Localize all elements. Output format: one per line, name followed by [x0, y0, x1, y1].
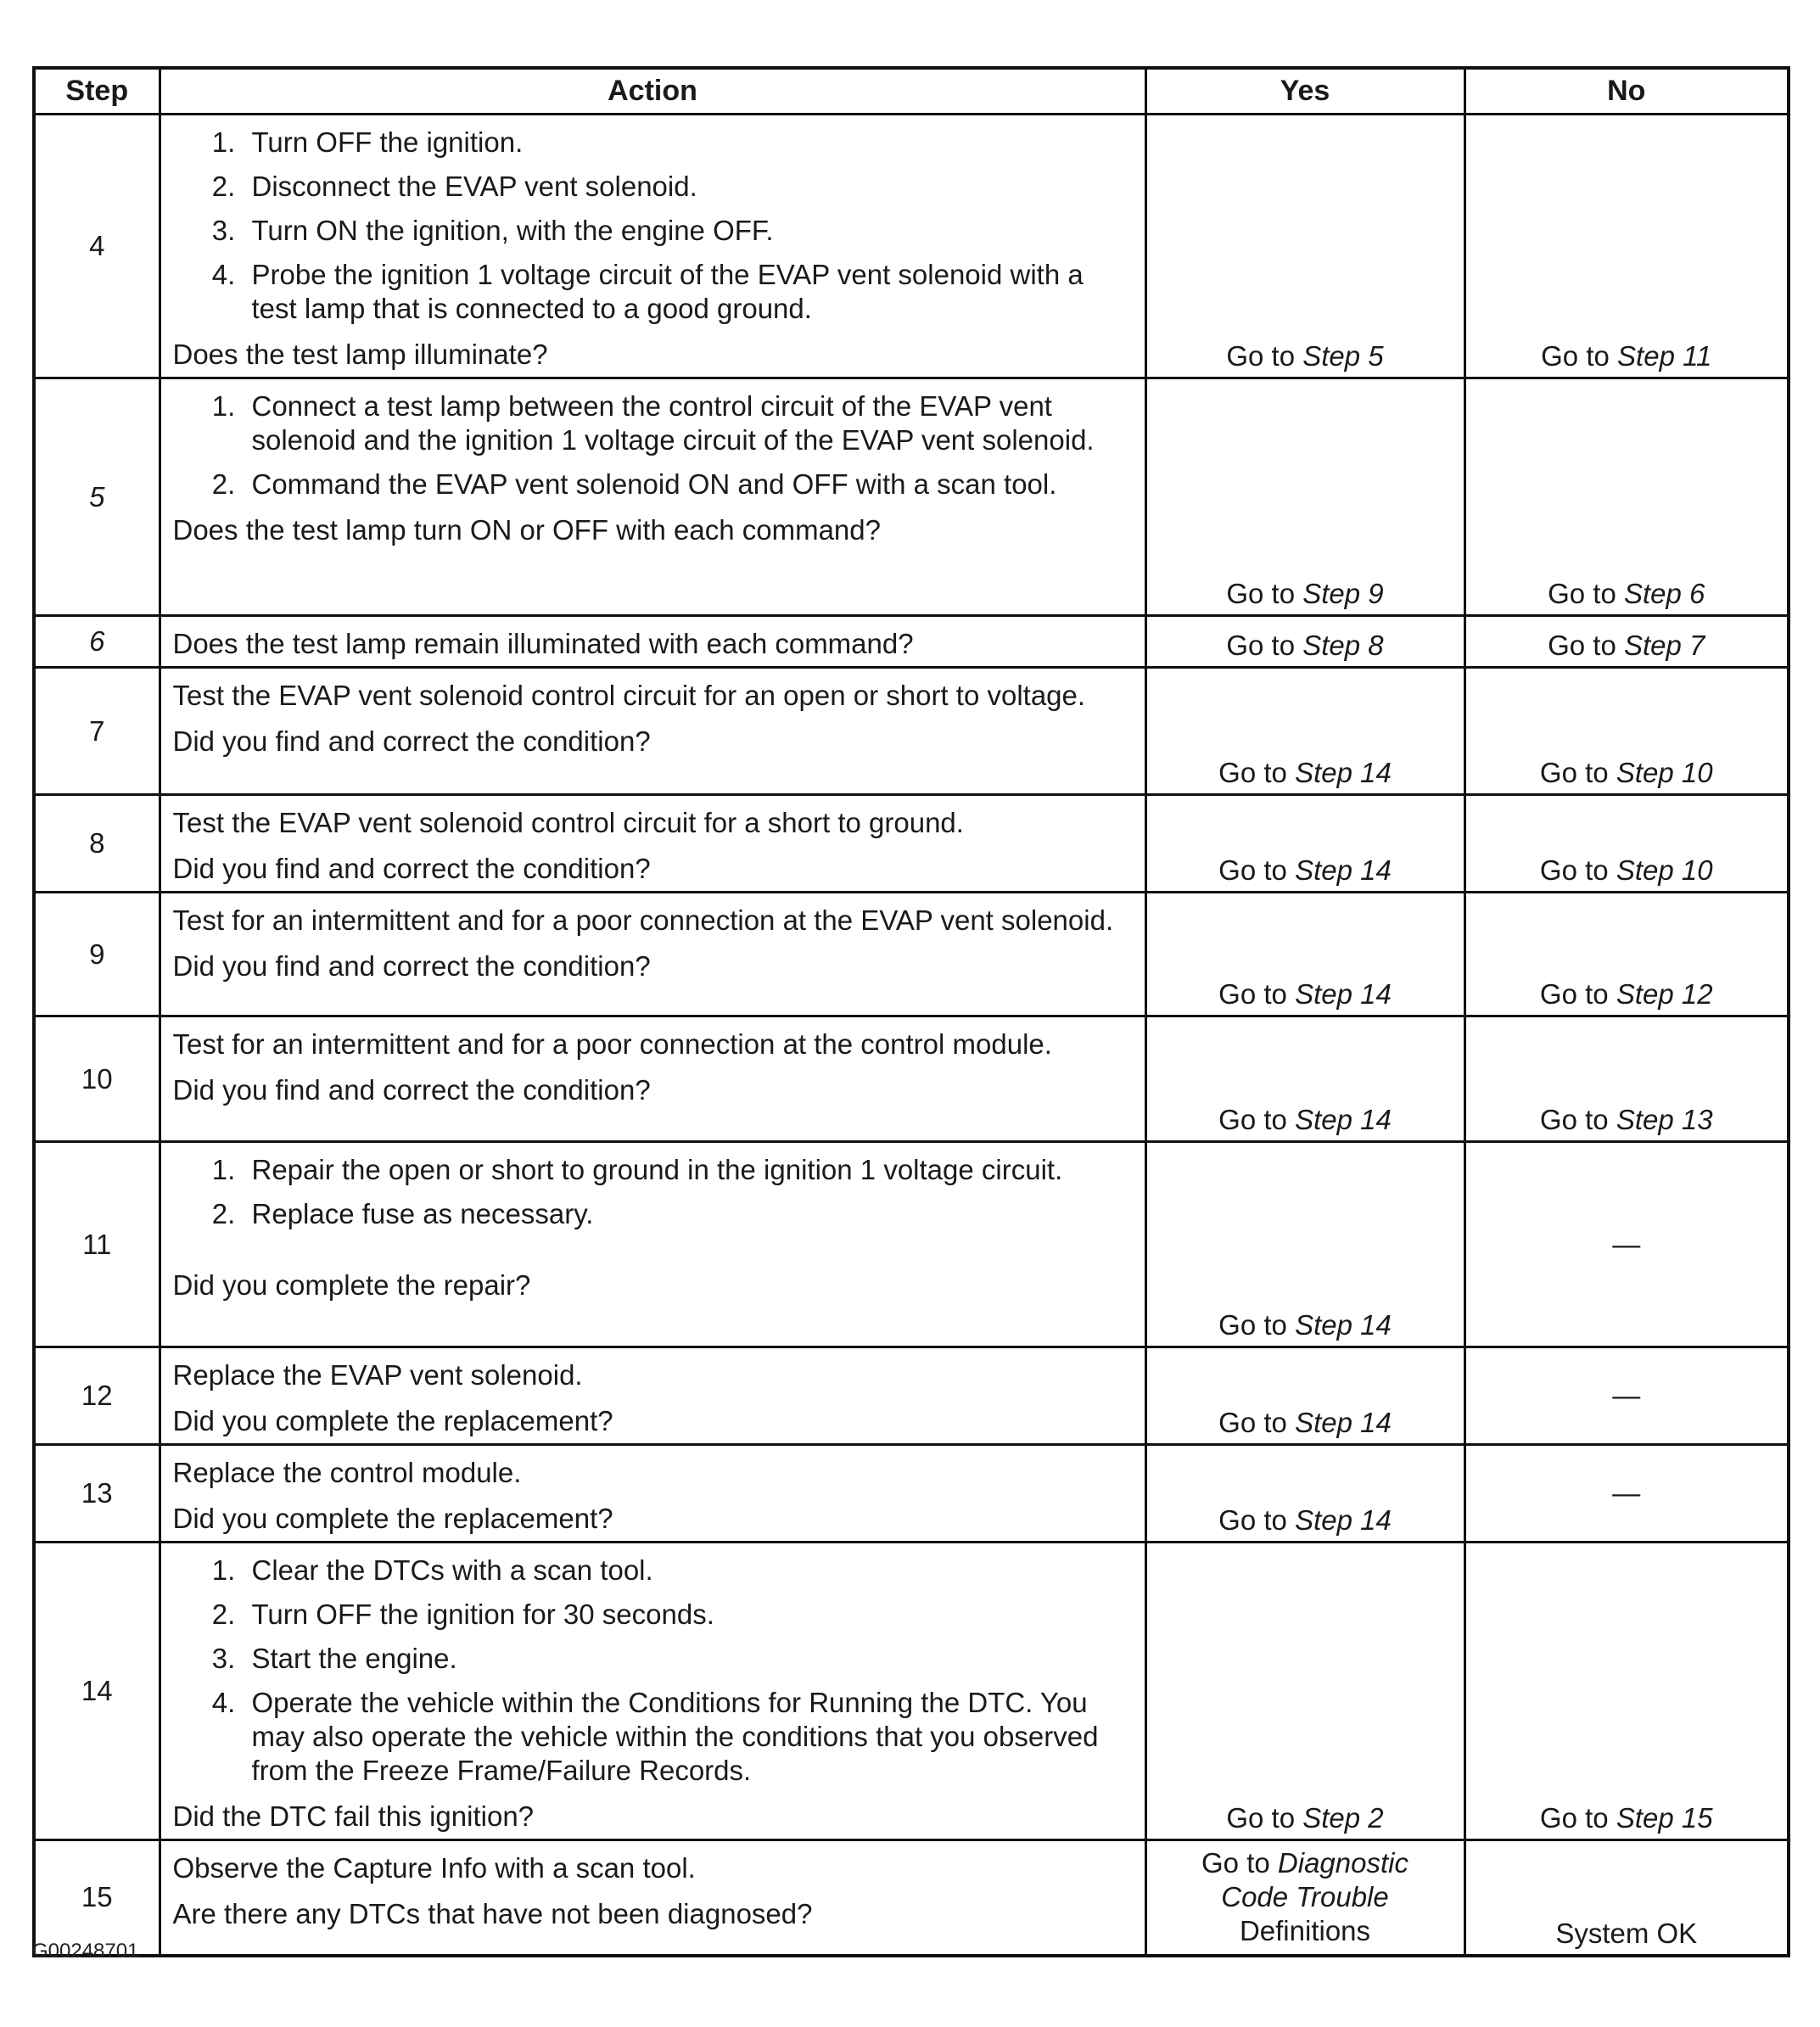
no-cell	[1464, 1347, 1789, 1445]
no-prefix: Go to	[1548, 630, 1624, 661]
yes-target: Step 14	[1295, 757, 1392, 788]
yes-prefix: Go to	[1226, 630, 1303, 661]
figure-code: G00248701	[32, 1940, 139, 1963]
action-step: 4. Operate the vehicle within the Conditions for Running the DTC. You may also operate the vehicle within the conditions that you observed from the Freeze Frame/Failure Records.	[244, 1686, 1136, 1788]
no-cell	[1464, 378, 1789, 616]
yes-target-end: Definitions	[1239, 1915, 1371, 1946]
action-question: Did you find and correct the condition?	[172, 853, 651, 884]
no-prefix: Go to	[1539, 978, 1616, 1010]
table-header-row	[34, 68, 1789, 115]
header-no: No	[1464, 68, 1789, 115]
step-number-text: 12	[81, 1380, 113, 1411]
step-number-text: 4	[89, 230, 105, 261]
yes-cell	[1145, 115, 1464, 378]
yes-prefix: Go to	[1226, 1802, 1303, 1834]
action-cell	[160, 115, 1145, 378]
step-number-text: 5	[89, 480, 105, 512]
action-cell	[160, 668, 1145, 795]
no-result: System OK	[1555, 1917, 1698, 1949]
action-steps-list	[173, 1153, 1136, 1231]
no-cell	[1464, 1142, 1789, 1347]
action-step: 1. Turn OFF the ignition.	[244, 126, 1136, 160]
yes-prefix: Go to	[1218, 978, 1296, 1010]
yes-prefix: Go to	[1218, 1104, 1296, 1135]
yes-line	[1152, 1846, 1459, 1880]
step-number-text: 14	[81, 1675, 113, 1706]
yes-cell	[1145, 1016, 1464, 1142]
step-number	[34, 795, 160, 893]
action-cell	[160, 1840, 1145, 1956]
step-number-text: 10	[81, 1062, 113, 1095]
yes-target: Step 14	[1295, 1407, 1392, 1438]
action-step: 1. Clear the DTCs with a scan tool.	[244, 1554, 1136, 1587]
step-number-text: 9	[89, 938, 105, 970]
yes-cell	[1145, 1543, 1464, 1840]
action-step: 2. Turn OFF the ignition for 30 seconds.	[244, 1598, 1136, 1632]
no-prefix: Go to	[1541, 340, 1618, 372]
no-target: Step 12	[1616, 978, 1713, 1010]
step-number	[34, 378, 160, 616]
table-row	[34, 1347, 1789, 1445]
yes-target: Step 9	[1302, 578, 1384, 609]
action-text: Replace the control module.	[172, 1457, 522, 1488]
no-target: Step 15	[1616, 1802, 1713, 1834]
no-target: Step 10	[1616, 854, 1713, 886]
table-row	[34, 1016, 1789, 1142]
header-yes: Yes	[1145, 68, 1464, 115]
no-cell	[1464, 1445, 1789, 1543]
action-text: Test the EVAP vent solenoid control circuit for a short to ground.	[172, 807, 964, 838]
header-step: Step	[34, 68, 160, 115]
table-row	[34, 1445, 1789, 1543]
yes-cell	[1145, 378, 1464, 616]
action-question: Did you find and correct the condition?	[172, 950, 651, 982]
action-cell	[160, 1543, 1145, 1840]
yes-target: Step 8	[1302, 630, 1384, 661]
yes-target: Step 14	[1295, 1504, 1392, 1536]
action-question: Did you complete the replacement?	[172, 1405, 613, 1436]
yes-cell	[1145, 1347, 1464, 1445]
step-number	[34, 1347, 160, 1445]
yes-prefix: Go to	[1218, 1504, 1296, 1536]
yes-target: Step 14	[1295, 978, 1392, 1010]
yes-cell	[1145, 1445, 1464, 1543]
action-step: 4. Probe the ignition 1 voltage circuit of the EVAP vent solenoid with a test lamp that is connected to a good ground.	[244, 258, 1136, 326]
step-number	[34, 668, 160, 795]
no-prefix: Go to	[1539, 1104, 1616, 1135]
action-text: Replace the EVAP vent solenoid.	[172, 1359, 583, 1391]
action-step: 1. Connect a test lamp between the control circuit of the EVAP vent solenoid and the ignition 1 voltage circuit of the EVAP vent solenoid.	[244, 389, 1136, 457]
action-cell	[160, 1142, 1145, 1347]
action-question: Did you complete the replacement?	[172, 1503, 613, 1534]
table-row	[34, 1543, 1789, 1840]
action-text: Observe the Capture Info with a scan tool.	[172, 1852, 696, 1884]
yes-target-cont: Code Trouble	[1221, 1881, 1389, 1912]
table-row	[34, 1142, 1789, 1347]
step-number	[34, 616, 160, 668]
no-cell	[1464, 115, 1789, 378]
action-cell	[160, 1016, 1145, 1142]
step-number	[34, 1543, 160, 1840]
action-question: Does the test lamp illuminate?	[172, 339, 548, 370]
yes-target: Step 14	[1295, 854, 1392, 886]
step-number-text: 11	[82, 1228, 112, 1260]
no-target: Step 10	[1616, 757, 1713, 788]
yes-prefix: Go to	[1218, 854, 1296, 886]
step-number	[34, 115, 160, 378]
table-row	[34, 893, 1789, 1016]
no-target: Step 6	[1623, 578, 1705, 609]
yes-cell	[1145, 616, 1464, 668]
no-cell	[1464, 668, 1789, 795]
step-number-text: 7	[89, 714, 105, 747]
table-row	[34, 378, 1789, 616]
no-cell	[1464, 1543, 1789, 1840]
action-cell	[160, 1347, 1145, 1445]
action-step: 1. Repair the open or short to ground in the ignition 1 voltage circuit.	[244, 1153, 1136, 1187]
yes-cell	[1145, 795, 1464, 893]
action-cell	[160, 893, 1145, 1016]
yes-prefix: Go to	[1218, 757, 1296, 788]
yes-target: Diagnostic	[1277, 1847, 1408, 1879]
yes-prefix: Go to	[1218, 1407, 1296, 1438]
step-number-text: 13	[81, 1477, 113, 1509]
no-cell	[1464, 616, 1789, 668]
action-cell	[160, 616, 1145, 668]
no-prefix: Go to	[1548, 578, 1624, 609]
action-steps-list	[173, 1554, 1136, 1788]
step-number	[34, 1445, 160, 1543]
action-question: Does the test lamp turn ON or OFF with each command?	[172, 514, 881, 546]
action-steps-list	[173, 389, 1136, 501]
yes-target: Step 5	[1302, 340, 1384, 372]
step-number	[34, 893, 160, 1016]
no-prefix: Go to	[1539, 757, 1616, 788]
no-prefix: Go to	[1539, 854, 1616, 886]
action-question: Did you find and correct the condition?	[172, 1074, 651, 1106]
action-step: 2. Replace fuse as necessary.	[244, 1197, 1136, 1231]
diagnostic-table	[32, 66, 1790, 1957]
step-number-text: 15	[81, 1881, 113, 1913]
action-step: 2. Command the EVAP vent solenoid ON and OFF with a scan tool.	[244, 468, 1136, 501]
no-dash: —	[1612, 1228, 1641, 1260]
action-text: Test for an intermittent and for a poor connection at the EVAP vent solenoid.	[172, 904, 1114, 936]
yes-cell	[1145, 668, 1464, 795]
step-number	[34, 1840, 160, 1956]
action-cell	[160, 1445, 1145, 1543]
yes-target: Step 14	[1295, 1104, 1392, 1135]
action-step: 2. Disconnect the EVAP vent solenoid.	[244, 170, 1136, 204]
action-text: Test the EVAP vent solenoid control circuit for an open or short to voltage.	[172, 680, 1086, 711]
yes-cell	[1145, 1840, 1464, 1956]
no-prefix: Go to	[1539, 1802, 1616, 1834]
no-dash: —	[1612, 1380, 1641, 1411]
yes-prefix: Go to	[1226, 340, 1303, 372]
table-row	[34, 115, 1789, 378]
yes-cell	[1145, 893, 1464, 1016]
yes-prefix: Go to	[1226, 578, 1303, 609]
step-number	[34, 1016, 160, 1142]
no-cell	[1464, 1840, 1789, 1956]
action-question: Did you complete the repair?	[172, 1269, 531, 1301]
no-cell	[1464, 1016, 1789, 1142]
yes-prefix: Go to	[1218, 1309, 1296, 1341]
action-question: Does the test lamp remain illuminated with each command?	[172, 628, 914, 659]
no-cell	[1464, 893, 1789, 1016]
no-cell	[1464, 795, 1789, 893]
table-row	[34, 668, 1789, 795]
no-target: Step 7	[1623, 630, 1705, 661]
action-step: 3. Start the engine.	[244, 1642, 1136, 1676]
step-number-text: 8	[89, 827, 105, 859]
no-target: Step 13	[1616, 1104, 1713, 1135]
no-dash: —	[1612, 1477, 1641, 1509]
step-number-text: 6	[89, 625, 105, 657]
action-cell	[160, 378, 1145, 616]
action-step: 3. Turn ON the ignition, with the engine OFF.	[244, 214, 1136, 248]
header-action: Action	[160, 68, 1145, 115]
action-text: Test for an intermittent and for a poor connection at the control module.	[172, 1028, 1052, 1060]
yes-cell	[1145, 1142, 1464, 1347]
yes-target: Step 2	[1302, 1802, 1384, 1834]
table-row	[34, 1840, 1789, 1956]
table-row	[34, 616, 1789, 668]
no-target: Step 11	[1617, 340, 1712, 372]
yes-prefix: Go to	[1201, 1847, 1278, 1879]
action-question: Are there any DTCs that have not been diagnosed?	[172, 1898, 813, 1929]
action-question: Did the DTC fail this ignition?	[172, 1800, 535, 1832]
action-question: Did you find and correct the condition?	[172, 725, 651, 757]
yes-target: Step 14	[1295, 1309, 1392, 1341]
step-number	[34, 1142, 160, 1347]
action-cell	[160, 795, 1145, 893]
table-row	[34, 795, 1789, 893]
action-steps-list	[173, 126, 1136, 326]
table-body	[34, 115, 1789, 1956]
